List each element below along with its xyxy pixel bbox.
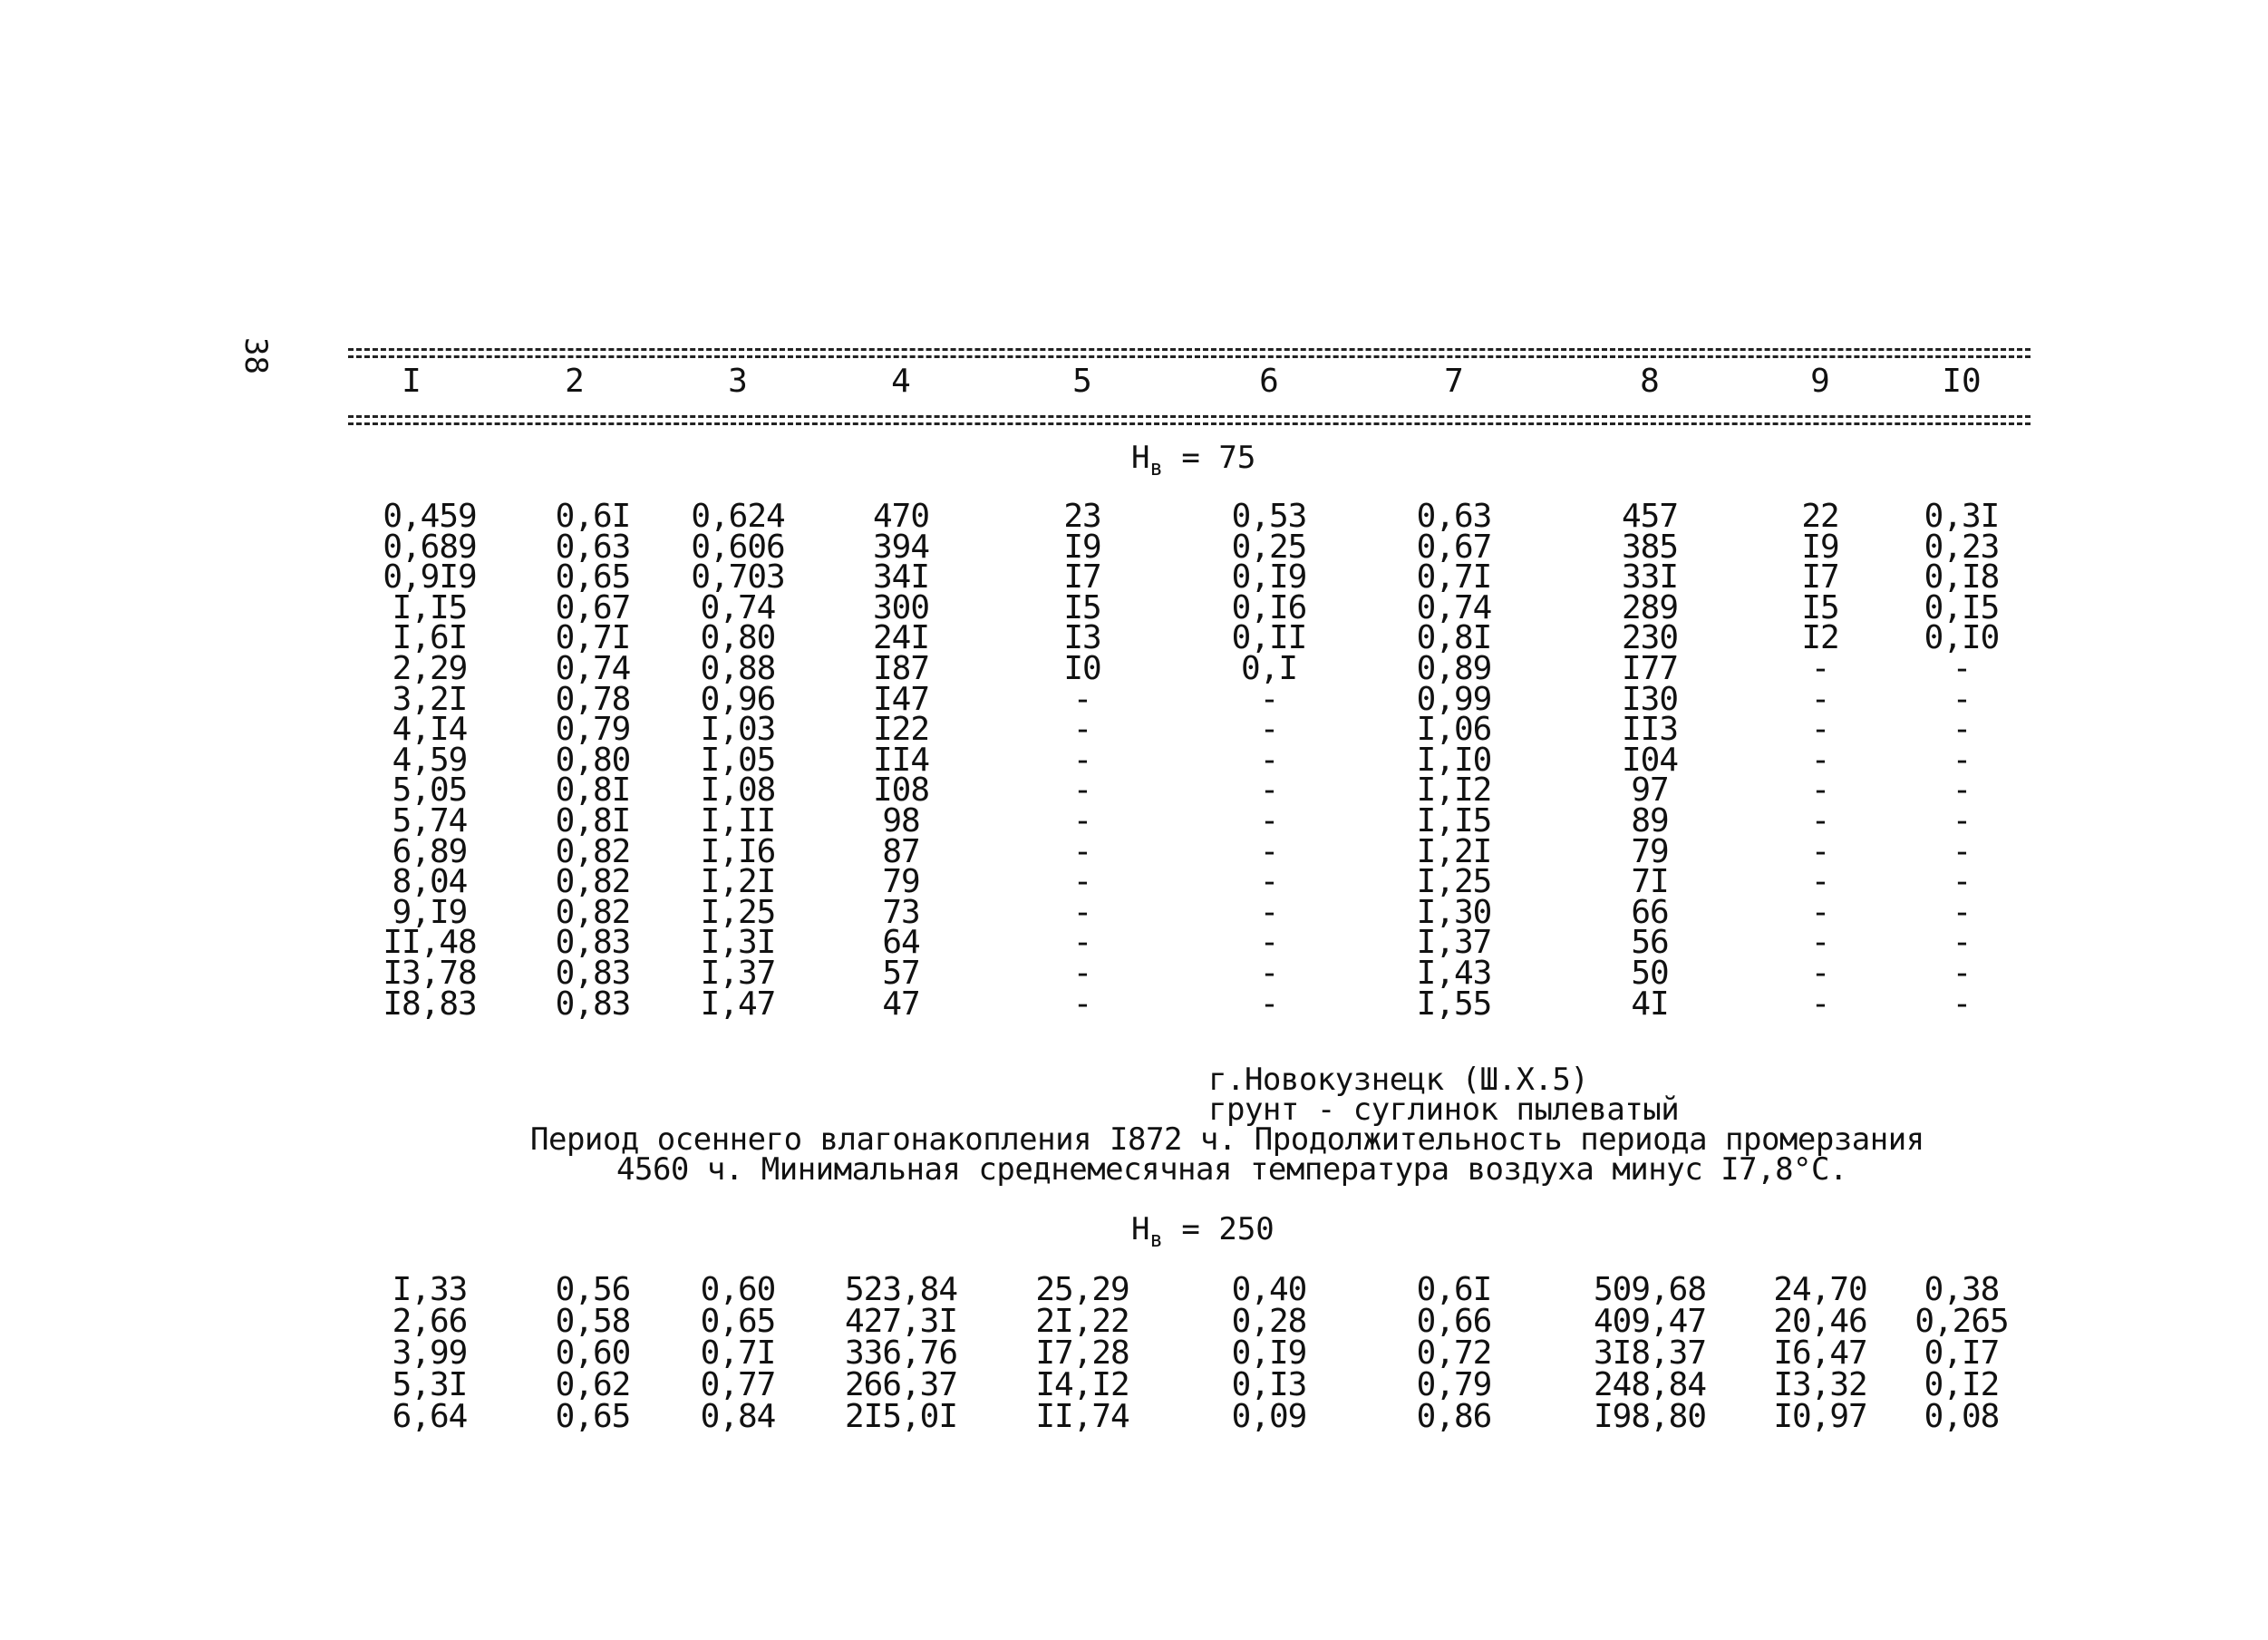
table-cell: 89 — [1631, 801, 1669, 839]
table-cell: I,I5 — [1416, 801, 1492, 839]
table-cell: 79 — [882, 863, 920, 901]
caption-period: Период осеннего влагонакопления I872 ч. Продолжительность периода промерзания — [530, 1121, 1924, 1158]
table-cell: 470 — [872, 498, 930, 535]
table-cell: 3I8,37 — [1593, 1334, 1707, 1372]
table-cell: - — [1810, 680, 1830, 718]
table-cell: I2 — [1801, 619, 1839, 657]
table-cell: 0,40 — [1231, 1271, 1307, 1308]
table-cell: 0,I9 — [1231, 558, 1307, 597]
table-cell: 24,70 — [1773, 1271, 1867, 1308]
table-cell: 0,88 — [700, 649, 776, 687]
table-cell: 0,7I — [700, 1334, 776, 1372]
section1-hb-label: $H_в = 75$ — [1131, 440, 1256, 480]
table-cell: 0,79 — [1416, 1366, 1492, 1403]
table-cell: I4,I2 — [1035, 1366, 1129, 1403]
table-cell: 34I — [872, 558, 930, 597]
top-rule-2 — [348, 355, 2031, 358]
table-cell: I3,78 — [383, 954, 477, 992]
section1-column-1 — [348, 498, 511, 1023]
table-cell: I,33 — [392, 1271, 468, 1308]
table-cell: 0,I2 — [1924, 1366, 2000, 1403]
table-cell: 0,I8 — [1924, 558, 2000, 597]
section1-column-8 — [1568, 498, 1731, 1023]
table-cell: 0,79 — [555, 711, 631, 749]
table-cell: 0,6I — [1416, 1271, 1492, 1308]
header-bottom-rule — [348, 415, 2031, 418]
table-cell: 0,74 — [700, 588, 776, 626]
table-cell: 289 — [1621, 588, 1679, 626]
table-cell: 6,64 — [392, 1398, 468, 1435]
table-cell: - — [1259, 924, 1279, 962]
table-cell: - — [1810, 649, 1830, 687]
table-cell: 0,459 — [383, 498, 477, 535]
table-cell: 0,83 — [555, 985, 631, 1023]
table-cell: 0,63 — [555, 528, 631, 566]
table-cell: 22 — [1801, 498, 1839, 535]
table-cell: I9 — [1063, 528, 1101, 566]
table-cell: 0,265 — [1914, 1303, 2009, 1340]
table-cell: I7 — [1063, 558, 1101, 597]
table-cell: 0,56 — [555, 1271, 631, 1308]
table-cell: 0,80 — [700, 619, 776, 657]
table-cell: 73 — [882, 893, 920, 931]
table-cell: - — [1810, 741, 1830, 779]
col-header-4: 4 — [891, 363, 911, 400]
table-cell: - — [1810, 863, 1830, 901]
table-cell: 0,82 — [555, 863, 631, 901]
table-cell: 0,6I — [555, 498, 631, 535]
table-cell: - — [1072, 954, 1092, 992]
table-cell: 0,65 — [555, 558, 631, 597]
table-cell: - — [1952, 741, 1972, 779]
header-bottom-rule-2 — [348, 422, 2031, 425]
table-cell: 0,83 — [555, 954, 631, 992]
table-cell: II4 — [872, 741, 930, 779]
table-cell: 0,8I — [555, 801, 631, 839]
table-cell: I8,83 — [383, 985, 477, 1023]
table-cell: 509,68 — [1593, 1271, 1707, 1308]
col-header-8: 8 — [1640, 363, 1660, 400]
table-cell: 0,65 — [700, 1303, 776, 1340]
table-cell: 457 — [1621, 498, 1679, 535]
table-cell: 4I — [1631, 985, 1669, 1023]
table-cell: 3,99 — [392, 1334, 468, 1372]
table-cell: I3 — [1063, 619, 1101, 657]
table-cell: - — [1952, 893, 1972, 931]
table-cell: I,06 — [1416, 711, 1492, 749]
table-cell: - — [1259, 741, 1279, 779]
table-cell: 0,689 — [383, 528, 477, 566]
table-cell: 0,28 — [1231, 1303, 1307, 1340]
table-cell: 248,84 — [1593, 1366, 1707, 1403]
table-cell: I9 — [1801, 528, 1839, 566]
table-cell: 5,74 — [392, 801, 468, 839]
table-cell: 0,53 — [1231, 498, 1307, 535]
table-cell: 0,606 — [691, 528, 785, 566]
table-cell: - — [1259, 680, 1279, 718]
table-cell: - — [1259, 863, 1279, 901]
table-cell: 0,74 — [555, 649, 631, 687]
table-cell: 0,77 — [700, 1366, 776, 1403]
table-cell: 0,67 — [1416, 528, 1492, 566]
table-cell: - — [1259, 711, 1279, 749]
table-cell: - — [1810, 801, 1830, 839]
col-header-6: 6 — [1259, 363, 1279, 400]
table-cell: I,3I — [700, 924, 776, 962]
caption-duration: 4560 ч. Минимальная среднемесячная температура воздуха минус I7,8°C. — [616, 1151, 1847, 1188]
col-header-9: 9 — [1810, 363, 1830, 400]
table-cell: - — [1952, 863, 1972, 901]
section2-column-4 — [819, 1271, 983, 1435]
table-cell: - — [1952, 985, 1972, 1023]
table-cell: I,6I — [392, 619, 468, 657]
table-cell: I,2I — [700, 863, 776, 901]
table-cell: 2,29 — [392, 649, 468, 687]
table-cell: - — [1072, 711, 1092, 749]
table-cell: 0,25 — [1231, 528, 1307, 566]
table-cell: 79 — [1631, 832, 1669, 870]
table-cell: I,55 — [1416, 985, 1492, 1023]
table-cell: I,I5 — [392, 588, 468, 626]
table-cell: 0,I — [1240, 649, 1298, 687]
table-cell: I98,80 — [1593, 1398, 1707, 1435]
table-cell: 3,2I — [392, 680, 468, 718]
table-cell: I22 — [872, 711, 930, 749]
table-cell: II,48 — [383, 924, 477, 962]
col-header-7: 7 — [1444, 363, 1464, 400]
table-cell: I04 — [1621, 741, 1679, 779]
table-cell: 0,99 — [1416, 680, 1492, 718]
table-cell: - — [1072, 985, 1092, 1023]
table-cell: 0,I7 — [1924, 1334, 2000, 1372]
table-cell: 7I — [1631, 863, 1669, 901]
table-cell: 5,05 — [392, 771, 468, 810]
table-cell: I,05 — [700, 741, 776, 779]
section2-column-7 — [1372, 1271, 1536, 1435]
table-cell: - — [1952, 649, 1972, 687]
caption-soil: грунт - суглинок пылеватый — [1208, 1092, 1680, 1128]
section1-column-3 — [656, 498, 819, 1023]
table-cell: 23 — [1063, 498, 1101, 535]
table-cell: 0,83 — [555, 924, 631, 962]
table-cell: I47 — [872, 680, 930, 718]
table-cell: 0,60 — [700, 1271, 776, 1308]
caption-city: г.Новокузнецк (Ш.Х.5) — [1208, 1062, 1589, 1098]
table-cell: 6,89 — [392, 832, 468, 870]
table-cell: I3,32 — [1773, 1366, 1867, 1403]
table-cell: I,08 — [700, 771, 776, 810]
table-cell: 0,9I9 — [383, 558, 477, 597]
table-cell: 4,59 — [392, 741, 468, 779]
table-cell: 0,I9 — [1231, 1334, 1307, 1372]
table-cell: 0,38 — [1924, 1271, 2000, 1308]
table-cell: 0,8I — [555, 771, 631, 810]
table-cell: 0,80 — [555, 741, 631, 779]
table-cell: I,II — [700, 801, 776, 839]
table-cell: 0,60 — [555, 1334, 631, 1372]
table-cell: 0,58 — [555, 1303, 631, 1340]
table-cell: I,I6 — [700, 832, 776, 870]
table-cell: - — [1810, 985, 1830, 1023]
table-cell: I,I2 — [1416, 771, 1492, 810]
top-rule — [348, 348, 2031, 351]
table-cell: - — [1072, 741, 1092, 779]
section2-column-1 — [348, 1271, 511, 1435]
table-cell: 0,I0 — [1924, 619, 2000, 657]
section1-column-2 — [511, 498, 674, 1023]
table-cell: 33I — [1621, 558, 1679, 597]
table-cell: 409,47 — [1593, 1303, 1707, 1340]
table-cell: II,74 — [1035, 1398, 1129, 1435]
table-cell: - — [1810, 893, 1830, 931]
table-cell: 0,66 — [1416, 1303, 1492, 1340]
table-cell: 427,3I — [844, 1303, 958, 1340]
table-cell: 25,29 — [1035, 1271, 1129, 1308]
table-cell: 57 — [882, 954, 920, 992]
table-cell: 385 — [1621, 528, 1679, 566]
table-cell: I7,28 — [1035, 1334, 1129, 1372]
table-cell: - — [1259, 893, 1279, 931]
table-cell: 66 — [1631, 893, 1669, 931]
table-cell: 266,37 — [844, 1366, 958, 1403]
table-cell: 56 — [1631, 924, 1669, 962]
table-cell: I,30 — [1416, 893, 1492, 931]
table-cell: 0,89 — [1416, 649, 1492, 687]
table-cell: 523,84 — [844, 1271, 958, 1308]
table-cell: I0 — [1063, 649, 1101, 687]
table-cell: 4,I4 — [392, 711, 468, 749]
table-cell: 20,46 — [1773, 1303, 1867, 1340]
table-cell: I87 — [872, 649, 930, 687]
table-cell: 0,96 — [700, 680, 776, 718]
col-header-2: 2 — [565, 363, 585, 400]
table-cell: - — [1810, 954, 1830, 992]
table-cell: 0,3I — [1924, 498, 2000, 535]
table-cell: - — [1810, 832, 1830, 870]
table-cell: 0,I5 — [1924, 588, 2000, 626]
table-cell: 0,67 — [555, 588, 631, 626]
section1-column-4 — [819, 498, 983, 1023]
table-cell: I,43 — [1416, 954, 1492, 992]
table-cell: - — [1072, 863, 1092, 901]
section2-hb-label: $H_в = 250$ — [1131, 1211, 1275, 1252]
section2-column-9 — [1739, 1271, 1902, 1435]
table-cell: 98 — [882, 801, 920, 839]
table-cell: 0,8I — [1416, 619, 1492, 657]
table-cell: 0,72 — [1416, 1334, 1492, 1372]
table-cell: - — [1072, 832, 1092, 870]
section2-column-5 — [1001, 1271, 1164, 1435]
section1-column-6 — [1187, 498, 1351, 1023]
col-header-5: 5 — [1072, 363, 1092, 400]
table-cell: - — [1259, 832, 1279, 870]
table-cell: I0,97 — [1773, 1398, 1867, 1435]
table-cell: - — [1259, 954, 1279, 992]
table-cell: 0,82 — [555, 893, 631, 931]
table-cell: 0,624 — [691, 498, 785, 535]
table-cell: 2I,22 — [1035, 1303, 1129, 1340]
table-cell: 0,08 — [1924, 1398, 2000, 1435]
table-cell: - — [1259, 801, 1279, 839]
table-cell: 5,3I — [392, 1366, 468, 1403]
table-cell: - — [1952, 771, 1972, 810]
table-cell: 0,703 — [691, 558, 785, 597]
table-cell: I,37 — [700, 954, 776, 992]
table-cell: 0,23 — [1924, 528, 2000, 566]
table-cell: I6,47 — [1773, 1334, 1867, 1372]
table-cell: I,25 — [700, 893, 776, 931]
table-cell: I,03 — [700, 711, 776, 749]
table-cell: - — [1072, 801, 1092, 839]
table-cell: 2I5,0I — [844, 1398, 958, 1435]
table-cell: - — [1072, 893, 1092, 931]
table-cell: 0,I3 — [1231, 1366, 1307, 1403]
table-cell: - — [1952, 832, 1972, 870]
section1-column-10 — [1880, 498, 2043, 1023]
table-cell: I77 — [1621, 649, 1679, 687]
table-cell: 24I — [872, 619, 930, 657]
table-cell: - — [1952, 801, 1972, 839]
table-cell: 47 — [882, 985, 920, 1023]
table-cell: 0,I6 — [1231, 588, 1307, 626]
table-cell: - — [1072, 771, 1092, 810]
table-cell: 2,66 — [392, 1303, 468, 1340]
table-cell: - — [1259, 985, 1279, 1023]
table-cell: 8,04 — [392, 863, 468, 901]
section1-column-5 — [1001, 498, 1164, 1023]
table-cell: 0,65 — [555, 1398, 631, 1435]
table-cell: 0,7I — [1416, 558, 1492, 597]
table-cell: I5 — [1063, 588, 1101, 626]
table-cell: 64 — [882, 924, 920, 962]
section2-column-6 — [1187, 1271, 1351, 1435]
table-cell: 0,63 — [1416, 498, 1492, 535]
table-cell: 230 — [1621, 619, 1679, 657]
section2-column-8 — [1568, 1271, 1731, 1435]
table-cell: II3 — [1621, 711, 1679, 749]
col-header-3: 3 — [728, 363, 748, 400]
table-cell: 300 — [872, 588, 930, 626]
table-cell: 0,II — [1231, 619, 1307, 657]
table-cell: 0,09 — [1231, 1398, 1307, 1435]
table-cell: - — [1952, 924, 1972, 962]
table-cell: 50 — [1631, 954, 1669, 992]
table-cell: I7 — [1801, 558, 1839, 597]
table-cell: - — [1810, 711, 1830, 749]
table-cell: 0,84 — [700, 1398, 776, 1435]
table-cell: I,2I — [1416, 832, 1492, 870]
table-cell: 87 — [882, 832, 920, 870]
table-cell: I,I0 — [1416, 741, 1492, 779]
column-header-row — [0, 363, 2268, 408]
table-cell: - — [1952, 711, 1972, 749]
table-cell: 0,74 — [1416, 588, 1492, 626]
table-cell: - — [1072, 680, 1092, 718]
table-cell: I,25 — [1416, 863, 1492, 901]
table-cell: I5 — [1801, 588, 1839, 626]
table-cell: 0,62 — [555, 1366, 631, 1403]
table-cell: I,47 — [700, 985, 776, 1023]
section2-column-2 — [511, 1271, 674, 1435]
section1-column-7 — [1372, 498, 1536, 1023]
table-cell: 0,86 — [1416, 1398, 1492, 1435]
table-cell: - — [1952, 954, 1972, 992]
table-cell: 0,7I — [555, 619, 631, 657]
page-number: 38 — [237, 337, 274, 374]
table-cell: 9,I9 — [392, 893, 468, 931]
table-cell: - — [1259, 771, 1279, 810]
table-cell: 394 — [872, 528, 930, 566]
table-cell: I08 — [872, 771, 930, 810]
col-header-10: I0 — [1942, 363, 1982, 400]
table-cell: 336,76 — [844, 1334, 958, 1372]
table-cell: I30 — [1621, 680, 1679, 718]
table-cell: - — [1810, 771, 1830, 810]
table-cell: 0,82 — [555, 832, 631, 870]
section2-column-10 — [1880, 1271, 2043, 1435]
table-cell: 0,78 — [555, 680, 631, 718]
col-header-1: I — [402, 363, 422, 400]
table-cell: 97 — [1631, 771, 1669, 810]
table-cell: - — [1072, 924, 1092, 962]
section2-column-3 — [656, 1271, 819, 1435]
section1-column-9 — [1739, 498, 1902, 1023]
table-cell: - — [1952, 680, 1972, 718]
table-cell: I,37 — [1416, 924, 1492, 962]
table-cell: - — [1810, 924, 1830, 962]
